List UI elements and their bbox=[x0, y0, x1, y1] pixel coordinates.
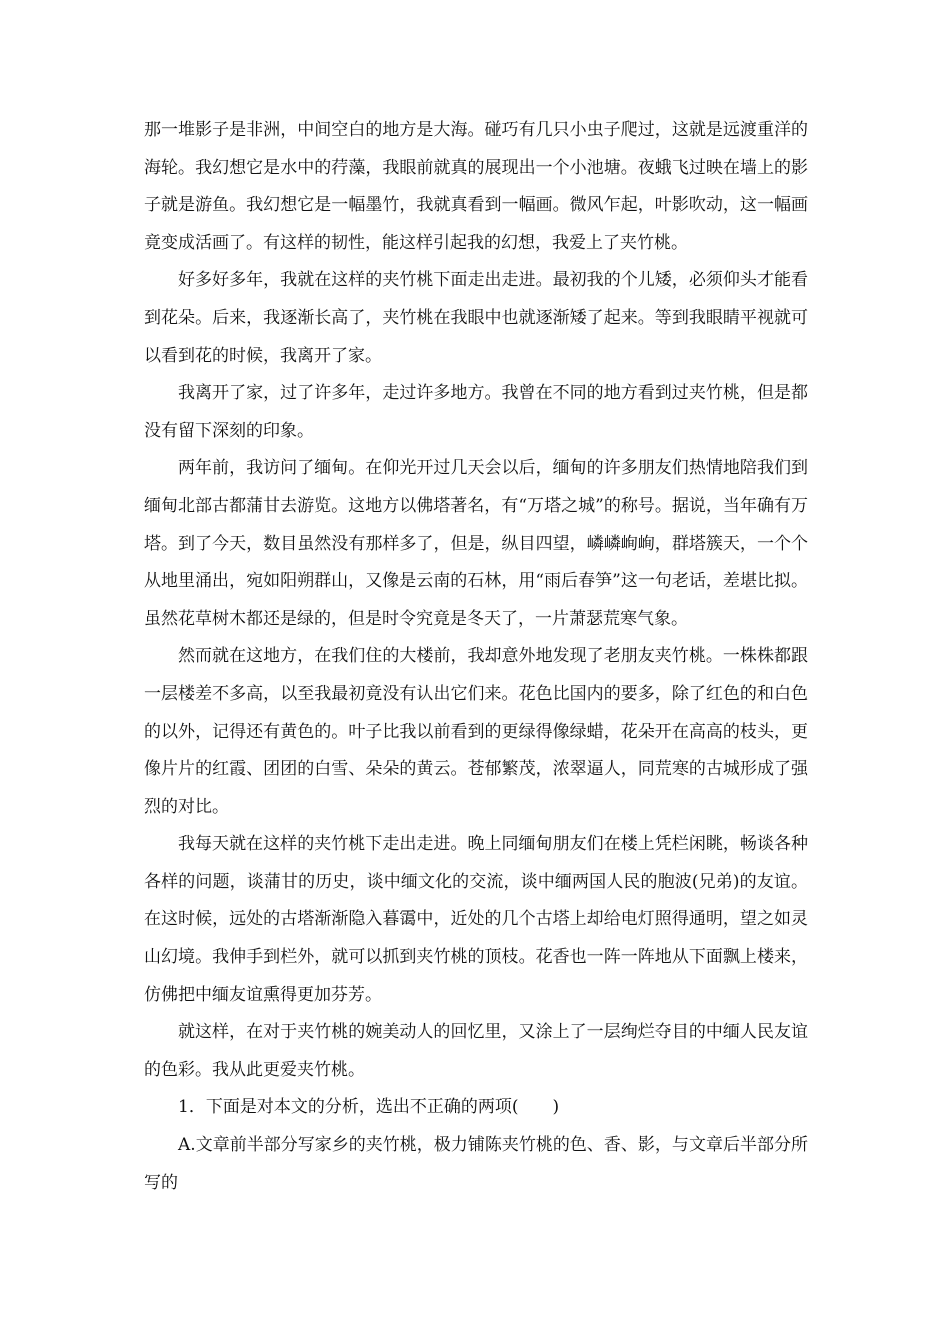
option-a: A.文章前半部分写家乡的夹竹桃，极力铺陈夹竹桃的色、香、影，与文章后半部分所写的 bbox=[144, 1135, 808, 1193]
paragraph-6: 我每天就在这样的夹竹桃下走出走进。晚上同缅甸朋友们在楼上凭栏闲眺，畅谈各种各样的问题，谈蒲甘的历史，谈中缅文化的交流，谈中缅两国人民的胞波(兄弟)的友谊。在这时候，远处的古塔渐渐隐入暮霭中，近处的几个古塔上却给电灯照得通明，望之如灵山幻境。我伸手到栏外，就可以抓到夹竹桃的顶枝。花香也一阵一阵地从下面飘上楼来，仿佛把中缅友谊熏得更加芬芳。 bbox=[144, 834, 808, 1005]
paragraph-7: 就这样，在对于夹竹桃的婉美动人的回忆里，又涂上了一层绚烂夺目的中缅人民友谊的色彩。我从此更爱夹竹桃。 bbox=[144, 1022, 808, 1080]
paragraph-4: 两年前，我访问了缅甸。在仰光开过几天会以后，缅甸的许多朋友们热情地陪我们到缅甸北部古都蒲甘去游览。这地方以佛塔著名，有“万塔之城”的称号。据说，当年确有万塔。到了今天，数目虽然没有那样多了，但是，纵目四望，嶙嶙峋峋，群塔簇天，一个个从地里涌出，宛如阳朔群山，又像是云南的石林，用“雨后春笋”这一句老话，差堪比拟。虽然花草树木都还是绿的，但是时令究竟是冬天了，一片萧瑟荒寒气象。 bbox=[144, 458, 808, 629]
paragraph-3: 我离开了家，过了许多年，走过许多地方。我曾在不同的地方看到过夹竹桃，但是都没有留下深刻的印象。 bbox=[144, 383, 808, 441]
paragraph-1: 那一堆影子是非洲，中间空白的地方是大海。碰巧有几只小虫子爬过，这就是远渡重洋的海轮。我幻想它是水中的荇藻，我眼前就真的展现出一个小池塘。夜蛾飞过映在墙上的影子就是游鱼。我幻想它是一幅墨竹，我就真看到一幅画。微风乍起，叶影吹动，这一幅画竟变成活画了。有这样的韧性，能这样引起我的幻想，我爱上了夹竹桃。 bbox=[144, 120, 808, 253]
paragraph-5: 然而就在这地方，在我们住的大楼前，我却意外地发现了老朋友夹竹桃。一株株都跟一层楼差不多高，以至我最初竟没有认出它们来。花色比国内的要多，除了红色的和白色的以外，记得还有黄色的。叶子比我以前看到的更绿得像绿蜡，花朵开在高高的枝头，更像片片的红霞、团团的白雪、朵朵的黄云。苍郁繁茂，浓翠逼人，同荒寒的古城形成了强烈的对比。 bbox=[144, 646, 808, 817]
paragraph-2: 好多好多年，我就在这样的夹竹桃下面走出走进。最初我的个儿矮，必须仰头才能看到花朵。后来，我逐渐长高了，夹竹桃在我眼中也就逐渐矮了起来。等到我眼睛平视就可以看到花的时候，我离开了家。 bbox=[144, 270, 808, 366]
question-1: 1．下面是对本文的分析，选出不正确的两项( ) bbox=[178, 1097, 560, 1118]
document-page bbox=[144, 112, 808, 1202]
